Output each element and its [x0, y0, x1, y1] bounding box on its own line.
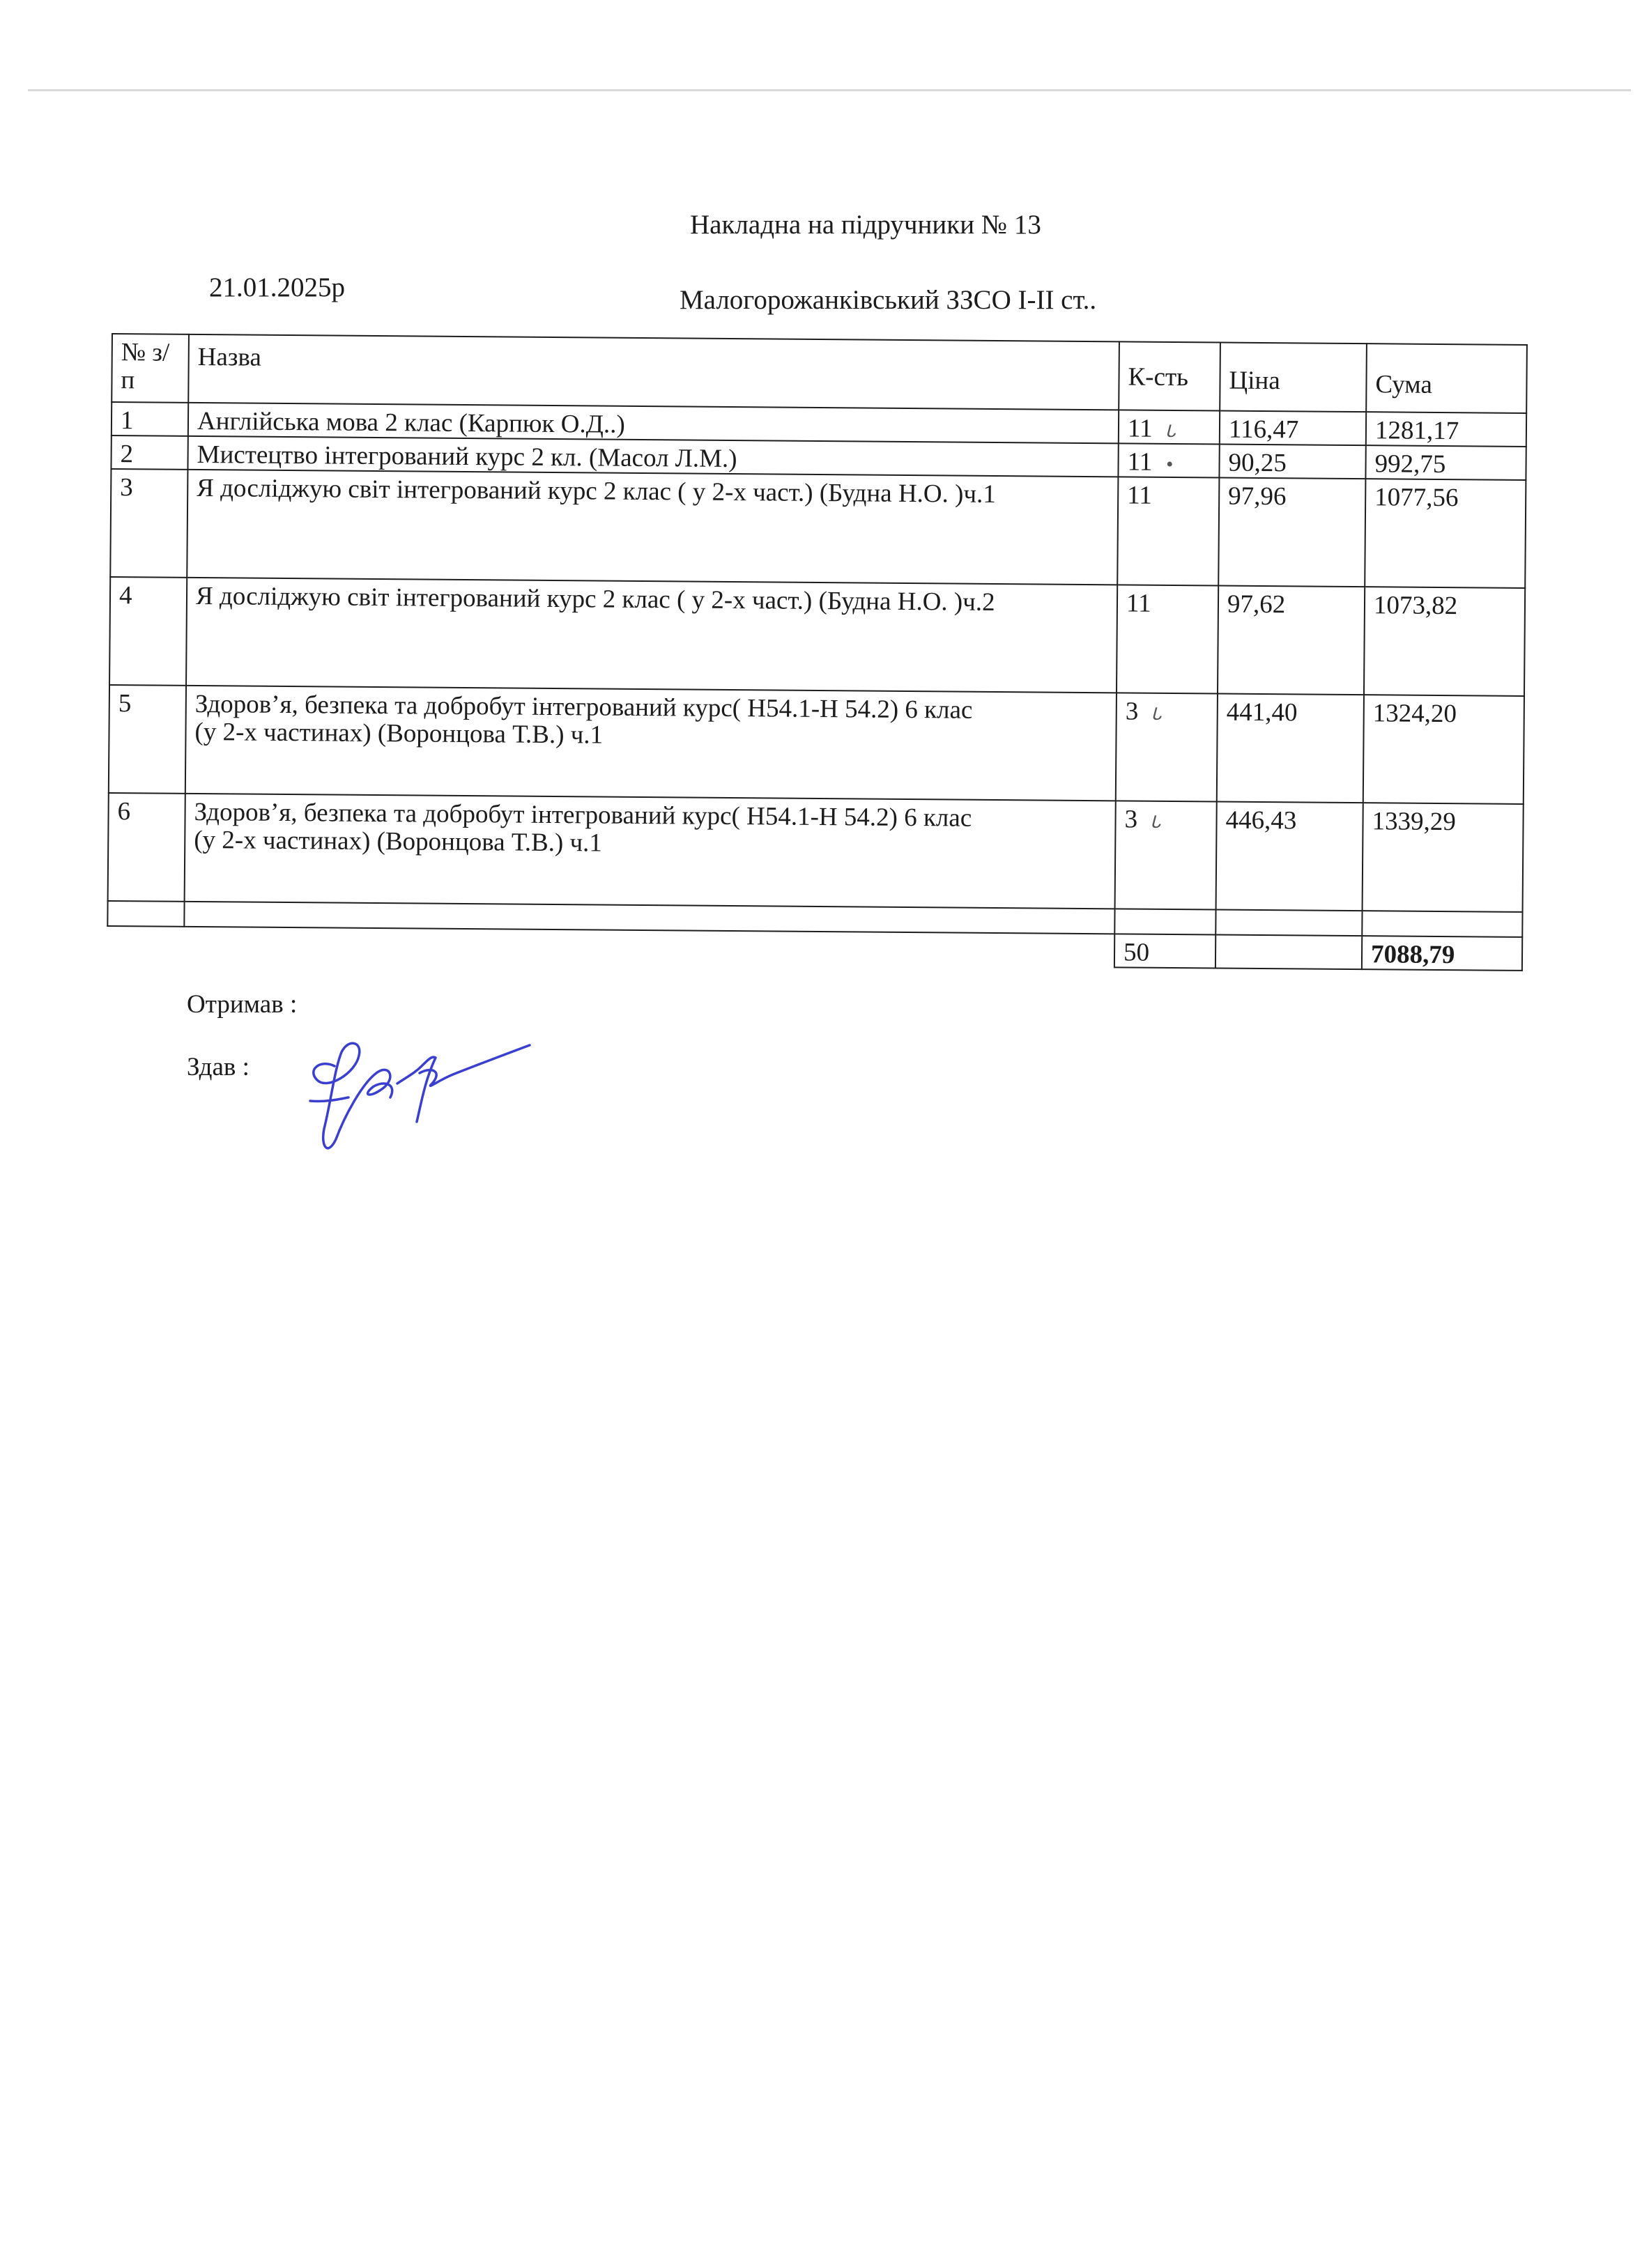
row-number: 3 [110, 469, 187, 578]
row-price: 441,40 [1217, 693, 1364, 803]
row-quantity [1118, 443, 1219, 477]
total-sum: 7088,79 [1362, 936, 1522, 971]
row-number: 1 [112, 402, 188, 436]
row-name [185, 794, 1116, 909]
document-date: 21.01.2025р [209, 272, 345, 302]
handed-label: Здав : [187, 1053, 250, 1081]
row-price: 446,43 [1216, 801, 1363, 911]
empty-cell [107, 901, 184, 927]
empty-cell [107, 926, 184, 960]
row-sum: 1281,17 [1366, 412, 1526, 447]
row-price: 116,47 [1220, 410, 1366, 445]
row-sum: 1073,82 [1364, 587, 1525, 696]
row-name [185, 686, 1117, 801]
row-sum: 992,75 [1365, 445, 1526, 480]
row-name: Мистецтво інтегрований курс 2 кл. (Масол Л.М.) [187, 436, 1118, 477]
empty-cell [1215, 909, 1362, 936]
row-quantity [1116, 693, 1218, 801]
school-name: Малогорожанківський ЗЗСО І-ІІ ст.. [680, 285, 1097, 315]
empty-cell [184, 927, 1114, 967]
quantity-value: 11 [1127, 447, 1153, 477]
empty-cell [1114, 909, 1215, 934]
signature-icon [293, 1017, 537, 1171]
row-number: 4 [109, 577, 187, 686]
header-sum: Сума [1366, 344, 1527, 413]
empty-cell [1215, 934, 1362, 969]
received-label: Отримав : [187, 990, 298, 1019]
row-sum: 1077,56 [1365, 479, 1526, 588]
table-header-row [112, 334, 1527, 413]
header-quantity: К-сть [1119, 341, 1220, 410]
row-sum: 1324,20 [1363, 695, 1524, 804]
row-quantity: 11 [1117, 585, 1218, 693]
total-quantity: 50 [1114, 934, 1215, 968]
quantity-value: 3 [1124, 805, 1138, 834]
row-number: 5 [109, 685, 186, 794]
check-mark-icon: ᒐ [1151, 704, 1162, 724]
row-name: Англійська мова 2 клас (Карпюк О.Д..) [188, 403, 1119, 443]
header-price: Ціна [1220, 342, 1367, 412]
row-name-line: (у 2-х частинах) (Воронцова Т.В.) ч.1 [194, 825, 603, 858]
table-row [109, 577, 1525, 696]
table-row [108, 793, 1524, 912]
table-row [109, 685, 1524, 804]
empty-cell [1362, 911, 1522, 937]
row-name-line: (у 2-х частинах) (Воронцова Т.В.) ч.1 [194, 717, 604, 750]
row-sum: 1339,29 [1363, 803, 1524, 912]
row-name-line: Здоров’я, безпека та добробут інтегрований курс( Н54.1-Н 54.2) 6 клас [194, 689, 973, 725]
check-mark-icon: ᒐ [1149, 812, 1161, 832]
table-row [110, 469, 1526, 588]
row-price: 97,96 [1218, 477, 1365, 587]
row-name: Я досліджую світ інтегрований курс 2 клас ( у 2-х част.) (Будна Н.О. )ч.2 [186, 578, 1117, 693]
row-quantity [1115, 801, 1217, 909]
row-quantity: 11 [1117, 477, 1219, 585]
row-quantity [1119, 410, 1220, 444]
check-mark-icon: • [1165, 454, 1175, 475]
header-number: № з/п [112, 334, 189, 403]
check-mark-icon: ᒐ [1165, 421, 1176, 441]
row-price: 97,62 [1218, 585, 1365, 695]
row-name: Я досліджую світ інтегрований курс 2 клас ( у 2-х част.) (Будна Н.О. )ч.1 [187, 470, 1118, 585]
row-name-line: Здоров’я, безпека та добробут інтегрований курс( Н54.1-Н 54.2) 6 клас [194, 797, 972, 833]
quantity-value: 3 [1125, 697, 1139, 726]
scan-edge-line [28, 89, 1631, 91]
invoice-table [107, 333, 1528, 971]
row-number: 2 [111, 435, 187, 470]
document-title: Накладна на підручники № 13 [690, 210, 1041, 240]
header-name: Назва [188, 334, 1119, 410]
row-number: 6 [108, 793, 185, 902]
quantity-value: 11 [1127, 414, 1153, 443]
row-price: 90,25 [1219, 444, 1365, 479]
